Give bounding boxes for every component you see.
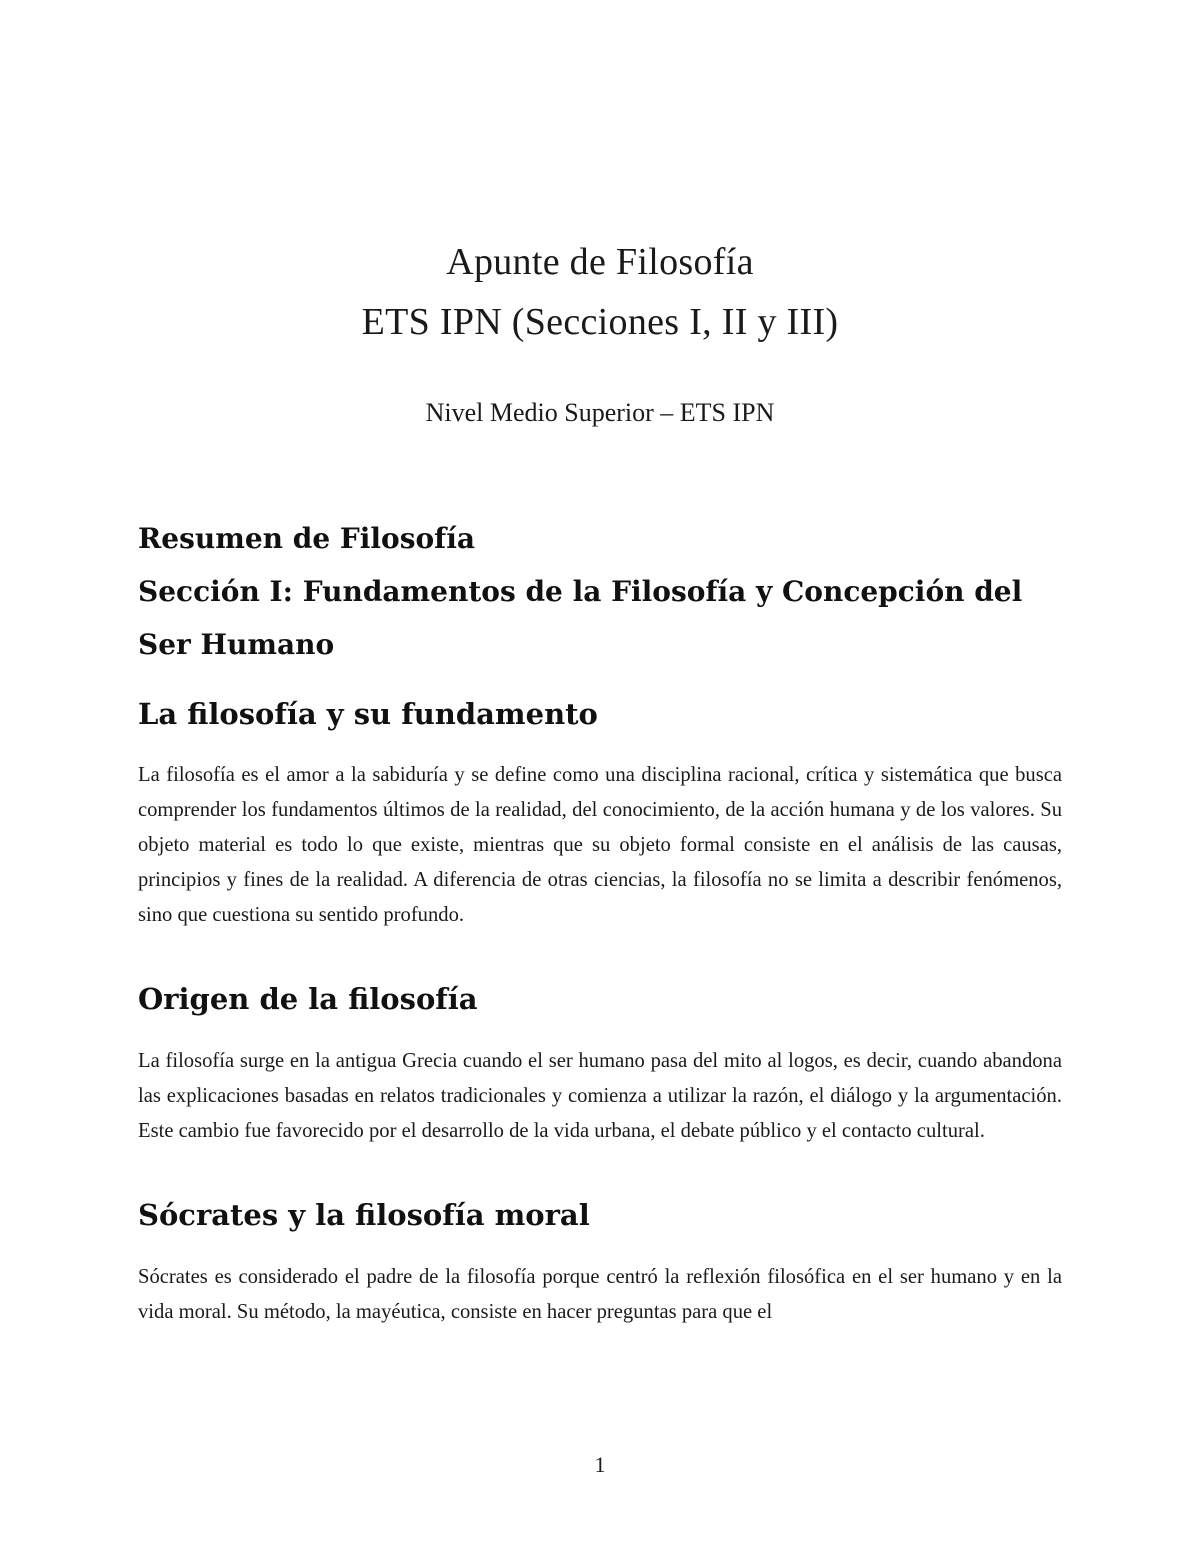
summary-heading: Resumen de Filosofía <box>138 522 475 555</box>
subsection-heading: Origen de la filosofía <box>138 982 478 1016</box>
document-subtitle: Nivel Medio Superior – ETS IPN <box>425 398 775 427</box>
subsection-heading: La filosofía y su fundamento <box>138 697 598 731</box>
title-block <box>0 232 1200 352</box>
document-title: Apunte de Filosofía <box>446 241 754 283</box>
paragraph: La filosofía surge en la antigua Grecia cuando el ser humano pasa del mito al logos, es decir, cuando abandona las explicaciones basadas en relatos tradicionales y comienza a utilizar la razón, el diálogo y la argumentación. Este cambio fue favorecido por el desarrollo de la vida urbana, el debate público y el contacto cultural. <box>138 1050 1062 1142</box>
document-title-secondary: ETS IPN (Secciones I, II y III) <box>361 301 839 343</box>
document-body <box>138 512 1062 1330</box>
paragraph: La filosofía es el amor a la sabiduría y se define como una disciplina racional, crítica y sistemática que busca comprender los fundamentos últimos de la realidad, del conocimiento, de la acción humana y de los valores. Su objeto material es todo lo que existe, mientras que su objeto formal consiste en el análisis de las causas, principios y fines de la realidad. A diferencia de otras ciencias, la filosofía no se limita a describir fenómenos, sino que cuestiona su sentido profundo. <box>138 764 1062 926</box>
paragraph: Sócrates es considerado el padre de la filosofía porque centró la reflexión filosófica en el ser humano y en la vida moral. Su método, la mayéutica, consiste en hacer preguntas para que el <box>138 1266 1062 1323</box>
subsection-heading: Sócrates y la filosofía moral <box>138 1198 590 1232</box>
page-number: 1 <box>594 1452 606 1477</box>
section-heading: Sección I: Fundamentos de la Filosofía y Concepción del Ser Humano <box>138 575 1023 661</box>
